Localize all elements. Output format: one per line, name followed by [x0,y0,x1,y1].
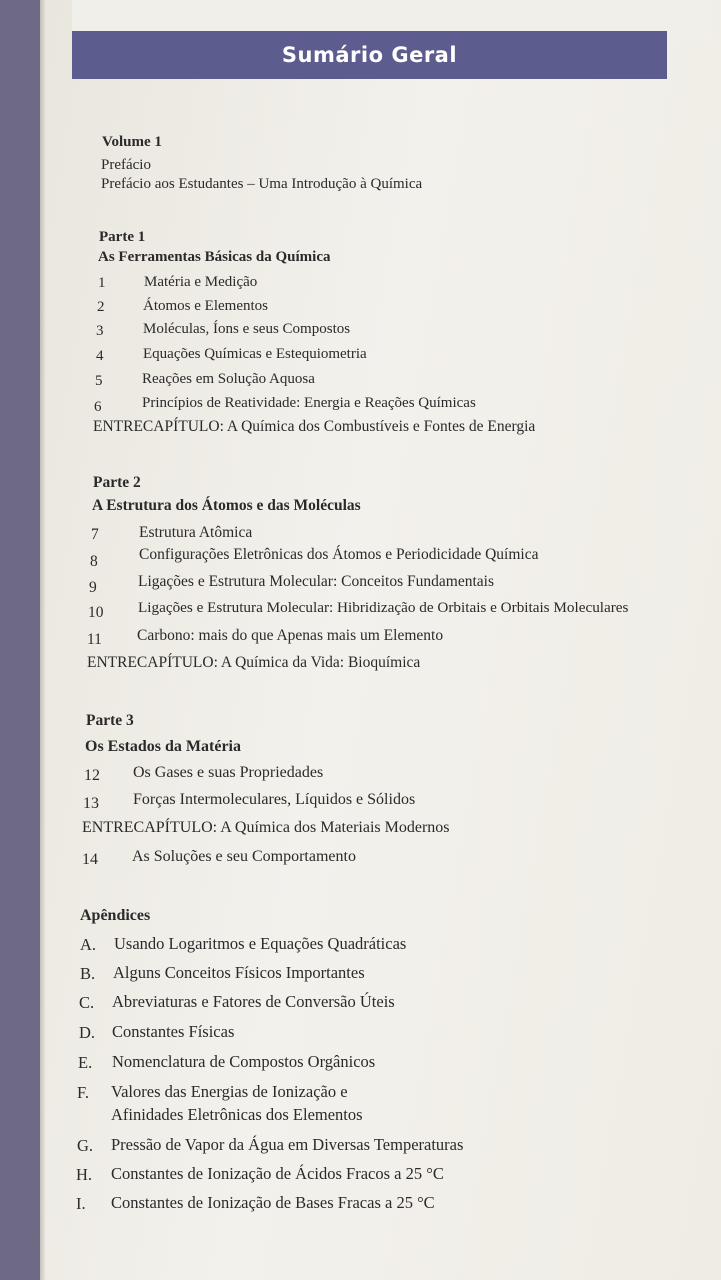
appendix-title: Constantes Físicas [112,1022,235,1041]
appendix-letter: G. [77,1136,94,1155]
appendix-letter: I. [76,1194,86,1213]
interchapter-entry: ENTRECAPÍTULO: A Química da Vida: Bioquímica [87,654,421,671]
appendix-letter: B. [80,964,96,983]
chapter-title: Reações em Solução Aquosa [142,371,315,387]
chapter-title: Matéria e Medição [144,274,258,290]
page-title: Sumário Geral [281,43,458,67]
appendix-letter: E. [78,1053,93,1072]
title-banner [72,31,667,79]
chapter-title: Estrutura Atômica [139,524,253,541]
appendix-title: Constantes de Ionização de Ácidos Fracos a 25 °C [111,1164,444,1183]
chapter-title: As Soluções e seu Comportamento [132,848,356,865]
chapter-number: 3 [96,323,104,339]
chapter-title: Carbono: mais do que Apenas mais um Elemento [137,627,444,644]
part-heading: Parte 2 [93,474,141,491]
chapter-title: Princípios de Reatividade: Energia e Reações Químicas [142,395,476,411]
chapter-number: 8 [90,553,98,570]
interchapter-entry: ENTRECAPÍTULO: A Química dos Materiais Modernos [82,819,450,836]
appendix-title: Valores das Energias de Ionização e [111,1082,348,1101]
chapter-number: 10 [88,604,104,621]
chapter-number: 12 [84,767,100,784]
chapter-number: 5 [95,373,103,389]
volume-heading: Volume 1 [102,134,162,150]
chapter-title: Forças Intermoleculares, Líquidos e Sólidos [133,791,416,808]
chapter-number: 11 [87,631,102,648]
chapter-number: 6 [94,399,102,415]
chapter-title: Ligações e Estrutura Molecular: Hibridização de Orbitais e Orbitais Moleculares [138,599,629,616]
appendix-title: Nomenclatura de Compostos Orgânicos [112,1052,376,1071]
interchapter-entry: ENTRECAPÍTULO: A Química dos Combustíveis e Fontes de Energia [93,418,536,435]
appendix-title: Abreviaturas e Fatores de Conversão Úteis [112,992,395,1011]
appendix-title: Alguns Conceitos Físicos Importantes [113,963,365,982]
appendix-title-continued: Afinidades Eletrônicas dos Elementos [111,1105,363,1124]
page-shadow [40,0,46,1280]
part-heading: Parte 3 [86,712,134,729]
chapter-title: Os Gases e suas Propriedades [133,764,324,781]
chapter-number: 13 [83,795,99,812]
chapter-title: Moléculas, Íons e seus Compostos [143,321,351,337]
toc-entry-prefacio: Prefácio [101,157,151,173]
chapter-number: 4 [96,348,104,364]
appendix-letter: D. [79,1023,96,1042]
appendices-heading: Apêndices [80,907,151,924]
toc-entry-prefacio-estudantes: Prefácio aos Estudantes – Uma Introdução à Química [101,176,423,192]
appendix-letter: F. [77,1083,89,1102]
chapter-number: 9 [89,579,97,596]
part-heading: Parte 1 [99,229,146,245]
appendix-title: Constantes de Ionização de Bases Fracas a 25 °C [111,1193,435,1212]
appendix-title: Pressão de Vapor da Água em Diversas Temperaturas [111,1135,464,1154]
chapter-title: Átomos e Elementos [143,298,268,314]
part-subtitle: A Estrutura dos Átomos e das Moléculas [92,497,361,514]
part-subtitle: Os Estados da Matéria [85,738,241,755]
appendix-title: Usando Logaritmos e Equações Quadráticas [114,934,407,953]
appendix-letter: C. [79,993,95,1012]
chapter-number: 2 [97,299,105,315]
appendix-letter: A. [80,935,97,954]
appendix-letter: H. [76,1165,93,1184]
chapter-title: Configurações Eletrônicas dos Átomos e Periodicidade Química [139,546,539,563]
chapter-title: Ligações e Estrutura Molecular: Conceitos Fundamentais [138,573,494,590]
chapter-number: 1 [98,275,106,291]
chapter-number: 7 [91,526,99,543]
part-subtitle: As Ferramentas Básicas da Química [98,249,331,265]
chapter-title: Equações Químicas e Estequiometria [143,346,367,362]
chapter-number: 14 [82,851,98,868]
